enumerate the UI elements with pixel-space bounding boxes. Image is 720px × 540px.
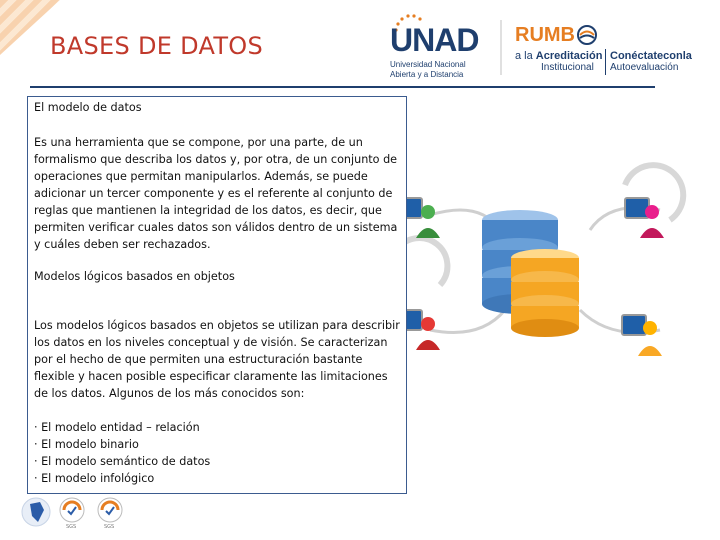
list-item: · El modelo entidad – relación bbox=[34, 421, 200, 434]
unad-subtitle-1: Universidad Nacional bbox=[390, 60, 466, 69]
footer-certification-badges bbox=[20, 494, 130, 530]
logo-divider bbox=[500, 20, 502, 75]
section-heading-data-model: El modelo de datos bbox=[34, 101, 142, 114]
unad-subtitle-2: Abierta y a Distancia bbox=[390, 70, 464, 79]
rumbo-line-2: Institucional bbox=[541, 62, 594, 73]
list-item: · El modelo infológico bbox=[34, 472, 155, 485]
rumbo-tagline-1: Conéctateconla bbox=[610, 50, 692, 62]
user-pink-icon bbox=[625, 198, 664, 238]
rumbo-line-1: a la Acreditación bbox=[515, 50, 603, 62]
section-heading-object-models: Modelos lógicos basados en objetos bbox=[34, 270, 235, 283]
certification-label-2: SGS bbox=[104, 524, 115, 530]
model-list bbox=[34, 419, 210, 487]
rumbo-wordmark: RUMB bbox=[515, 24, 575, 46]
rumbo-logo bbox=[515, 22, 695, 77]
certification-badge-1 bbox=[60, 498, 84, 522]
colombia-map-icon bbox=[22, 498, 50, 526]
compass-icon bbox=[575, 24, 599, 46]
paragraph-object-models: Los modelos lógicos basados en objetos se utilizan para describir los datos en los niveles conceptual y de visión. Se caracterizan por el hecho de que permiten una estructuración bastante flexible y hacen posible especificar claramente las limitaciones de los datos. Algunos de los más conocidos son: bbox=[34, 319, 400, 400]
list-item: · El modelo binario bbox=[34, 438, 139, 451]
certification-label-1: SGS bbox=[66, 524, 77, 530]
certification-badge-2 bbox=[98, 498, 122, 522]
list-item: · El modelo semántico de datos bbox=[34, 455, 211, 468]
paragraph-data-model: Es una herramienta que se compone, por una parte, de un formalismo que describa los datos y, por otra, de un conjunto de operaciones que permitan manipularlos. Además, se puede adicionar un tercer componente y es el referente al conjunto de reglas que mantienen la integridad de los datos, es decir, que permiten verificar cuales datos son válidos dentro de un sistema y cuáles deben ser rechazados. bbox=[34, 136, 398, 251]
page-title: BASES DE DATOS bbox=[50, 32, 264, 60]
title-underline bbox=[30, 86, 655, 88]
database-network-illustration bbox=[380, 160, 710, 380]
rumbo-divider bbox=[605, 49, 606, 75]
unad-logo bbox=[388, 12, 478, 82]
user-orange-icon bbox=[622, 315, 662, 356]
rumbo-tagline-2: Autoevaluación bbox=[610, 62, 679, 73]
orange-database-icon bbox=[511, 249, 579, 337]
content-box bbox=[27, 96, 407, 494]
unad-wordmark: UNAD bbox=[390, 22, 479, 58]
